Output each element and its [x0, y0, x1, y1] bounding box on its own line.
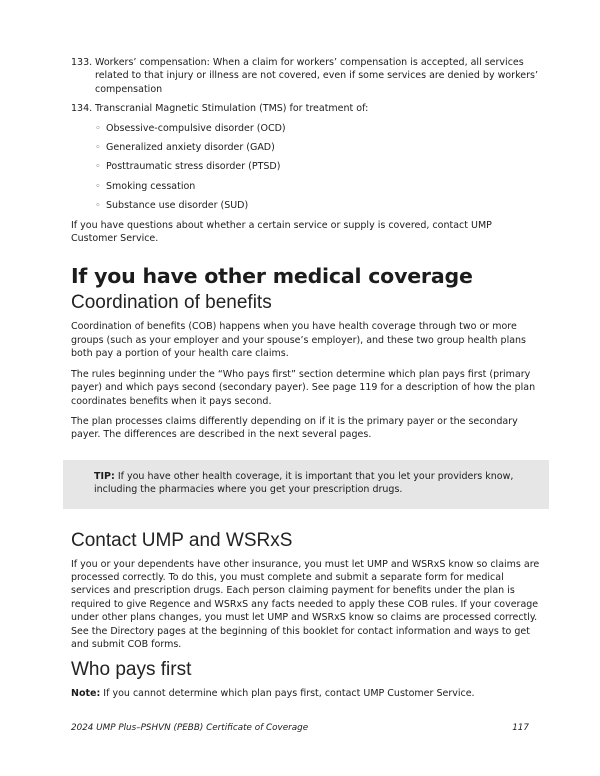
page-content [71, 56, 541, 708]
tip-box [63, 460, 549, 509]
numbered-item-134 [71, 102, 541, 115]
contact-paragraph: If you or your dependents have other insurance, you must let UMP and WSRxS know so claims are processed correctly. To do this, you must complete and submit a separate form for medical services and prescription drugs. Each person claiming payment for benefits under the plan is required to give Regence and WSRxS any facts needed to apply these COB rules. If your coverage under other plans changes, you must let UMP and WSRxS know so claims are processed correctly. See the Directory pages at the beginning of this booklet for contact information and ways to get and submit COB forms. [71, 558, 540, 650]
bullet-icon: ◦ [95, 161, 101, 173]
numbered-item-133 [71, 56, 541, 96]
bullet-icon: ◦ [95, 122, 101, 134]
cob-paragraph-1: Coordination of benefits (COB) happens when you have health coverage through two or more groups (such as your employer and your spouse’s employer), and these two group health plans both pay a portion of your health care claims. [71, 321, 527, 360]
section-heading: If you have other medical coverage [71, 264, 473, 289]
tip-label: TIP: [94, 470, 115, 482]
item-text: Workers’ compensation: When a claim for workers’ compensation is accepted, all services related to that injury or illness are not covered, even if some services are denied by workers’ compensation [95, 57, 538, 95]
page-number: 117 [512, 723, 529, 733]
cob-paragraph-2: The rules beginning under the “Who pays first” section determine which plan pays first (primary payer) and which pays second (secondary payer). See page 119 for a description of how the plan coordinates benefits when it pays second. [71, 368, 536, 407]
bullet-icon: ◦ [95, 180, 101, 192]
tms-condition-list [71, 122, 541, 213]
who-pays-heading: Who pays first [71, 659, 192, 681]
contact-heading: Contact UMP and WSRxS [71, 529, 293, 551]
who-pays-note [71, 687, 541, 700]
questions-paragraph: If you have questions about whether a certain service or supply is covered, contact UMP Customer Service. [71, 219, 492, 245]
list-item: ◦ Obsessive-compulsive disorder (OCD) [95, 122, 286, 134]
item-number: 133. [71, 57, 93, 68]
list-item: ◦ Posttraumatic stress disorder (PTSD) [95, 161, 281, 173]
tip-text: If you have other health coverage, it is important that you let your providers know, including the pharmacies where you get your prescription drugs. [94, 470, 514, 496]
note-text: If you cannot determine which plan pays first, contact UMP Customer Service. [103, 688, 475, 700]
cob-paragraph-3: The plan processes claims differently depending on if it is the primary payer or the secondary payer. The differences are described in the next several pages. [71, 415, 518, 441]
bullet-icon: ◦ [95, 200, 101, 212]
item-text: Transcranial Magnetic Stimulation (TMS) for treatment of: [95, 103, 369, 115]
bullet-icon: ◦ [95, 142, 101, 154]
list-item: ◦ Substance use disorder (SUD) [95, 200, 249, 212]
footer-title: 2024 UMP Plus–PSHVN (PEBB) Certificate of Coverage [71, 723, 309, 733]
note-label: Note: [71, 688, 101, 700]
item-number: 134. [71, 103, 93, 115]
list-item: ◦ Smoking cessation [95, 180, 196, 192]
cob-heading: Coordination of benefits [71, 292, 272, 314]
list-item: ◦ Generalized anxiety disorder (GAD) [95, 142, 275, 154]
